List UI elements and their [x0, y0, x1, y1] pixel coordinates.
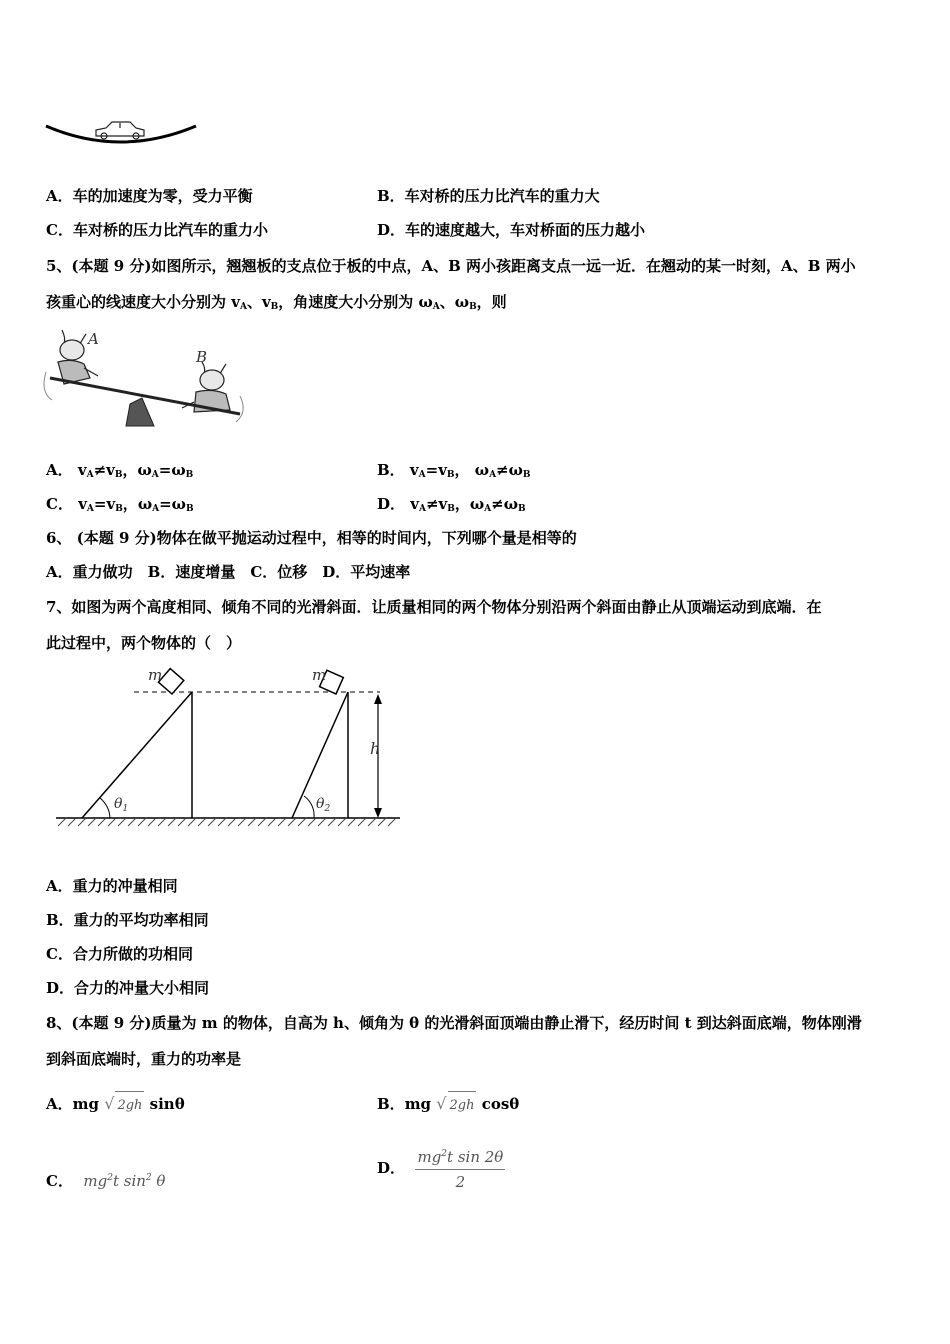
- motion-arc-left: [44, 372, 52, 400]
- q4-option-a: A．车的加速度为零，受力平衡: [46, 187, 253, 205]
- q4-option-c: C．车对桥的压力比汽车的重力小: [46, 221, 268, 239]
- theta-1-label: $\theta_1$: [114, 796, 129, 814]
- incline-1-slope: [82, 692, 192, 818]
- q5-option-d: D． $v_A\ne v_B$，$\omega_A\ne\omega_B$: [377, 495, 526, 514]
- q5-option-b: B． $v_A=v_B$， $\omega_A\ne\omega_B$: [377, 461, 531, 480]
- q8-option-d: D． $\frac{mg^2t \sin 2\theta}{2}$: [377, 1144, 505, 1192]
- q8-option-c: C． $mg^2t$ $\sin^2 \theta$: [46, 1172, 166, 1190]
- q7-option-a: A．重力的冲量相同: [46, 877, 178, 895]
- angle-arc-2: [304, 796, 314, 818]
- sqrt-icon: √: [436, 1094, 447, 1113]
- height-arrow-top: [374, 694, 382, 704]
- seesaw-figure: [44, 322, 244, 432]
- mass-label-2: m: [312, 666, 327, 684]
- q7-option-d: D．合力的冲量大小相同: [46, 979, 210, 997]
- q5-stem-line2: 孩重心的线速度大小分别为 $v_A$、$v_B$，角速度大小分别为 $\omega_A$、$\omega_B$，则: [46, 293, 507, 312]
- inclines-figure: [52, 662, 412, 832]
- q6-stem: 6、 (本题 9 分)物体在做平抛运动过程中，相等的时间内，下列哪个量是相等的: [46, 529, 577, 547]
- motion-arc-right: [236, 396, 243, 422]
- height-label: h: [370, 739, 381, 758]
- sqrt-icon: √: [104, 1094, 115, 1113]
- ground-hatching: [58, 818, 396, 826]
- q7-option-c: C．合力所做的功相同: [46, 945, 193, 963]
- q7-option-b: B．重力的平均功率相同: [46, 911, 209, 929]
- car-on-bridge-figure: [44, 112, 204, 152]
- q5-stem-line1: 5、(本题 9 分)如图所示，翘翘板的支点位于板的中点，A、B 两小孩距离支点一远一近．在翘动的某一时刻，A、B 两小: [46, 257, 856, 275]
- seesaw-pivot: [126, 398, 154, 426]
- car-icon: [96, 122, 144, 139]
- seesaw-label-a: A: [88, 330, 99, 348]
- q6-options: A．重力做功 B．速度增量 C．位移 D．平均速率: [46, 563, 411, 581]
- q4-option-d: D．车的速度越大，车对桥面的压力越小: [377, 221, 646, 239]
- q8-stem-line1: 8、(本题 9 分)质量为 m 的物体，自高为 h、倾角为 θ 的光滑斜面顶端由静止滑下，经历时间 t 到达斜面底端，物体刚滑: [46, 1014, 862, 1032]
- q8-option-b: B．mg √ 2gh cosθ: [377, 1090, 519, 1120]
- seesaw-label-b: B: [196, 348, 208, 366]
- angle-arc-1: [100, 798, 110, 818]
- theta-2-label: $\theta_2$: [316, 796, 331, 814]
- q7-stem-line2: 此过程中，两个物体的（ ）: [46, 634, 242, 652]
- q5-option-c: C． $v_A=v_B$，$\omega_A=\omega_B$: [46, 495, 194, 514]
- q7-stem-line1: 7、如图为两个高度相同、倾角不同的光滑斜面．让质量相同的两个物体分别沿两个斜面由静止从顶端运动到底端．在: [46, 598, 822, 616]
- mass-label-1: m: [148, 666, 163, 684]
- height-arrow-bottom: [374, 808, 382, 818]
- q4-option-b: B．车对桥的压力比汽车的重力大: [377, 187, 600, 205]
- q5-option-a: A． $v_A\ne v_B$，$\omega_A=\omega_B$: [46, 461, 194, 480]
- q8-option-a: A．mg √ 2gh sinθ: [46, 1090, 185, 1120]
- q8-stem-line2: 到斜面底端时，重力的功率是: [46, 1050, 242, 1068]
